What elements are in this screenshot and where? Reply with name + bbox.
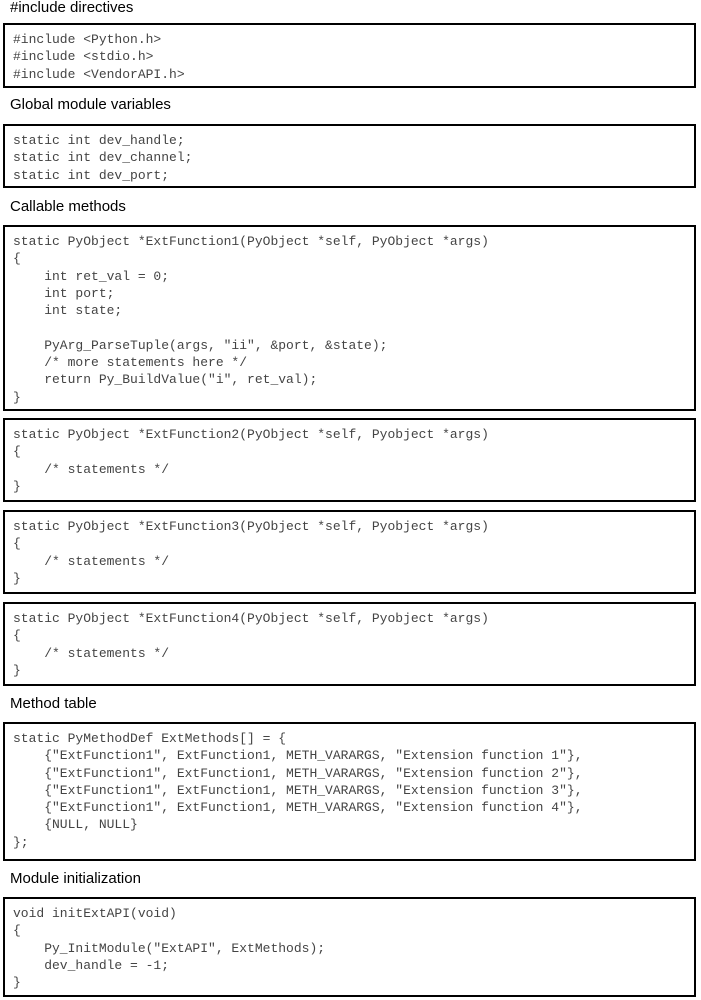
- section-heading-method-table: Method table: [10, 695, 97, 712]
- code-text: static PyObject *ExtFunction4(PyObject *self, Pyobject *args) { /* statements */ }: [13, 611, 489, 678]
- code-text: static PyObject *ExtFunction3(PyObject *self, Pyobject *args) { /* statements */ }: [13, 519, 489, 586]
- section-heading-module-initialization: Module initialization: [10, 870, 141, 887]
- section-heading-include-directives: #include directives: [10, 0, 134, 16]
- code-block-globals: [3, 124, 696, 188]
- code-block-method-table: [3, 722, 696, 861]
- code-block-includes: [3, 23, 696, 88]
- code-text: void initExtAPI(void) { Py_InitModule("ExtAPI", ExtMethods); dev_handle = -1; }: [13, 906, 326, 991]
- code-text: #include <Python.h> #include <stdio.h> #include <VendorAPI.h>: [13, 32, 185, 82]
- code-text: static PyMethodDef ExtMethods[] = { {"ExtFunction1", ExtFunction1, METH_VARARGS, "Extension function 1"}, {"ExtFunction1", ExtFunction1, METH_VARARGS, "Extension function 2"}, {"ExtFunction1", ExtFunction1, METH_VARARGS, "Extension function 3"}, {"ExtFunction1", ExtFunction1, METH_VARARGS, "Extension function 4"}, {NULL, NULL} };: [13, 731, 583, 850]
- code-text: static PyObject *ExtFunction2(PyObject *self, Pyobject *args) { /* statements */ }: [13, 427, 489, 494]
- code-block-extfunction1: [3, 225, 696, 411]
- section-heading-global-variables: Global module variables: [10, 96, 171, 113]
- code-text: static PyObject *ExtFunction1(PyObject *self, PyObject *args) { int ret_val = 0; int port; int state; PyArg_ParseTuple(args, "ii", &port, &state); /* more statements here */ return Py_BuildValue("i", ret_val); }: [13, 234, 489, 405]
- code-block-extfunction2: [3, 418, 696, 502]
- code-block-extfunction4: [3, 602, 696, 686]
- section-heading-callable-methods: Callable methods: [10, 198, 126, 215]
- code-block-module-init: [3, 897, 696, 997]
- code-text: static int dev_handle; static int dev_channel; static int dev_port;: [13, 133, 193, 183]
- code-block-extfunction3: [3, 510, 696, 594]
